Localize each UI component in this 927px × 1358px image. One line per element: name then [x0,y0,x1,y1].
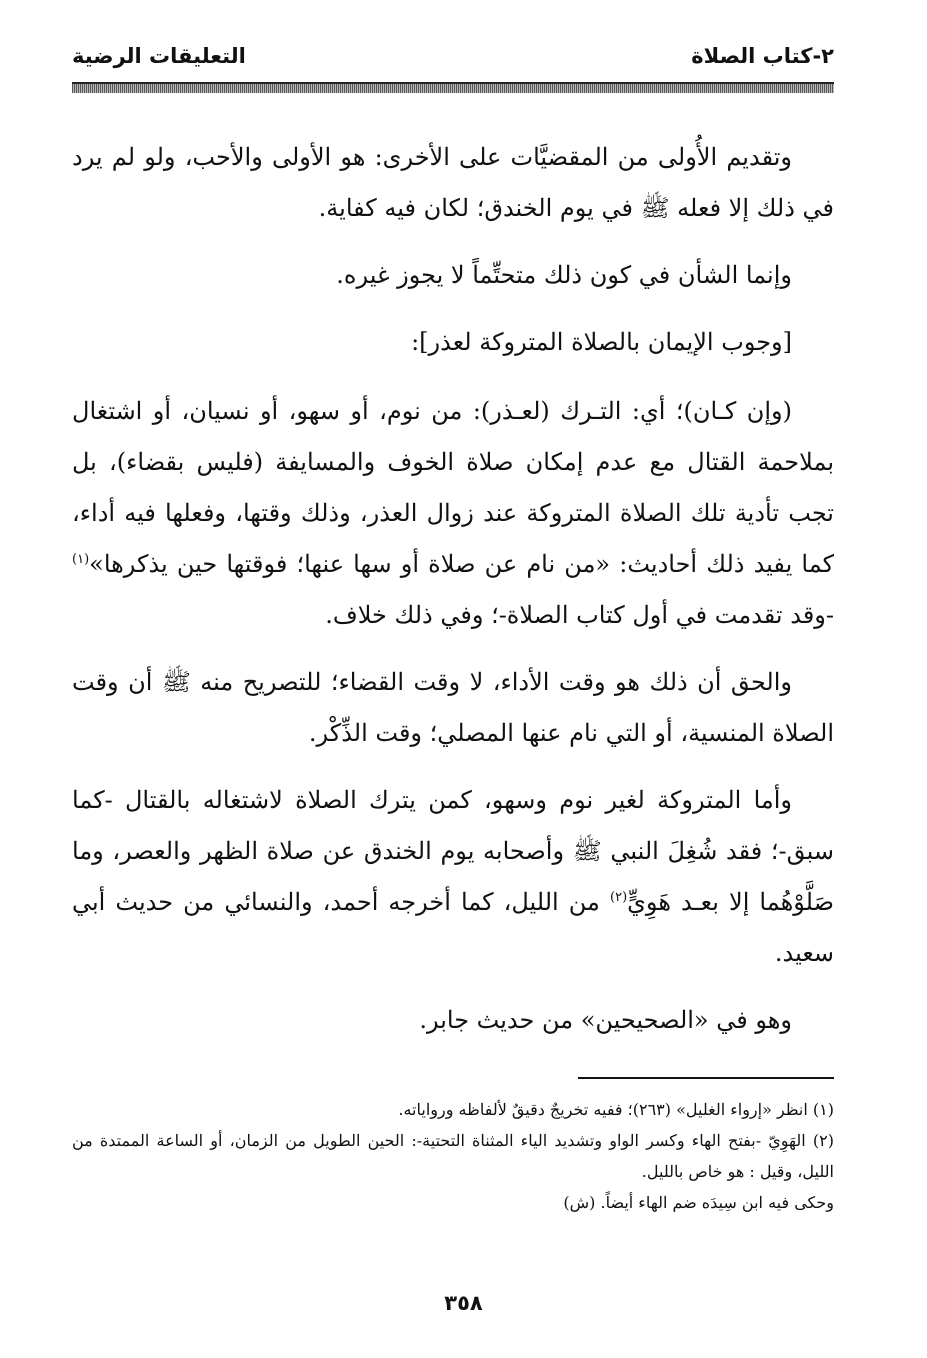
paragraph-text: -وقد تقدمت في أول كتاب الصلاة-؛ وفي ذلك خلاف. [325,601,834,629]
paragraph [72,386,834,641]
page-number: ٣٥٨ [444,1291,483,1315]
footnote: (٢) الهَوِيّ -بفتح الهاء وكسر الواو وتشديد الياء المثناة التحتية-: الحين الطويل من الزمان، أو الساعة الممتدة من الليل، وقيل : هو خاص بالليل. [72,1131,834,1181]
footnote: وحكى فيه ابن سِيدَه ضم الهاء أيضاً. (ش) [563,1193,834,1212]
footnote-ref[interactable]: (٢) [610,890,628,905]
paragraph: وهو في «الصحيحين» من حديث جابر. [419,1006,792,1034]
paragraph: وتقديم الأُولى من المقضيَّات على الأخرى: هو الأولى والأحب، ولو لم يرد في ذلك إلا فعله ﷺ في يوم الخندق؛ لكان فيه كفاية. [72,143,834,222]
section-heading: [وجوب الإيمان بالصلاة المتروكة لعذر]: [411,328,792,356]
footnotes [72,1094,834,1218]
running-header [72,38,834,78]
paragraph [72,775,834,979]
main-text [72,132,834,1062]
chapter-title: ٢-كتاب الصلاة [691,44,834,68]
paragraph: والحق أن ذلك هو وقت الأداء، لا وقت القضاء؛ للتصريح منه ﷺ أن وقت الصلاة المنسية، أو التي نام عنها المصلي؛ وقت الذِّكْر. [72,668,834,747]
paragraph: وإنما الشأن في كون ذلك متحتِّماً لا يجوز غيره. [336,261,792,289]
header-rule [72,82,834,93]
footnote: (١) انظر «إرواء الغليل» (٢٦٣)؛ ففيه تخريجٌ دقيقٌ لألفاظه ورواياته. [398,1100,834,1119]
paragraph-text: (وإن كـان)؛ أي: التـرك (لعـذر): من نوم، أو سهو، أو نسيان، أو اشتغال بملاحمة القتال مع عدم إمكان صلاة الخوف والمسايفة (فليس بقضاء)، بل تجب تأدية تلك الصلاة المتروكة عند زوال العذر، وذلك وقتها، وفعلها فيه أداء، كما يفيد ذلك أحاديث: «من نام عن صلاة أو سها عنها؛ فوقتها حين يذكرها» [72,397,835,578]
footnote-ref[interactable]: (١) [72,552,90,567]
book-title: التعليقات الرضية [72,44,246,68]
footnote-separator [578,1077,834,1079]
paragraph-text: من الليل، كما أخرجه أحمد، والنسائي من حديث أبي سعيد. [72,888,834,967]
paragraph-text: وأما المتروكة لغير نوم وسهو، كمن يترك الصلاة لاشتغاله بالقتال -كما سبق-؛ فقد شُغِلَ النبي ﷺ وأصحابه يوم الخندق عن صلاة الظهر والعصر، وما صَلَّوْهُما إلا بعـد هَوِيٍّ [72,786,834,916]
